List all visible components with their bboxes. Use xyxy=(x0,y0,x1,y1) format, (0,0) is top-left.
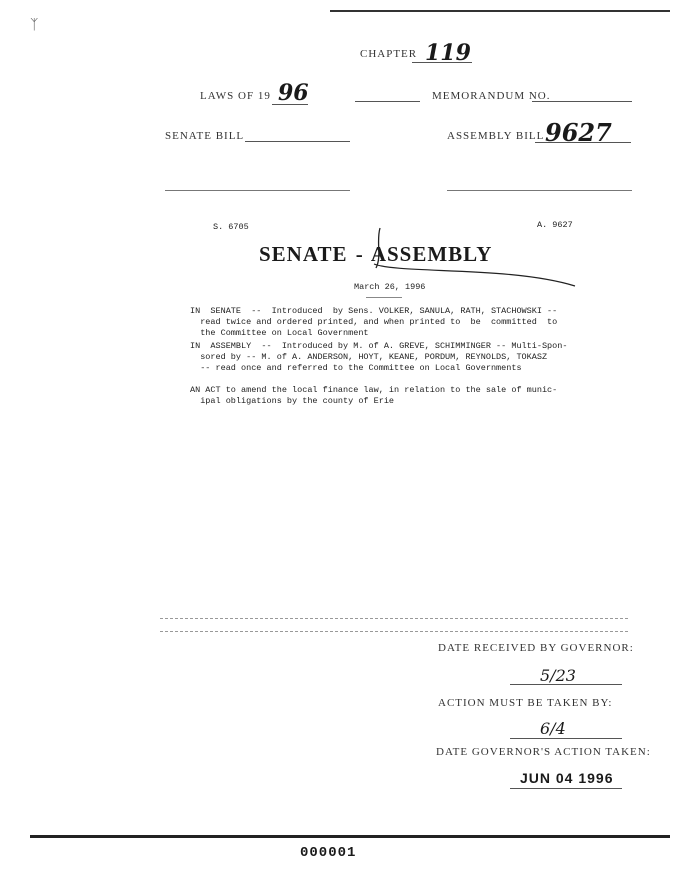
laws-value: 96 xyxy=(278,80,309,106)
bottom-rule xyxy=(30,835,670,838)
chapter-label: CHAPTER xyxy=(360,48,418,60)
chapter-line xyxy=(412,62,472,63)
senate-intro xyxy=(190,306,557,339)
senate-bill-line xyxy=(245,141,350,142)
senate-intro-line-3: the Committee on Local Government xyxy=(190,328,369,338)
memo-line xyxy=(532,101,632,102)
separator-right xyxy=(447,190,632,191)
title-assembly: ASSEMBLY xyxy=(370,242,493,266)
received-line xyxy=(510,684,622,685)
senate-intro-line-1: IN SENATE -- Introduced by Sens. VOLKER, SANULA, RATH, STACHOWSKI -- xyxy=(190,306,558,316)
action-taken-label: DATE GOVERNOR'S ACTION TAKEN: xyxy=(436,746,651,758)
assembly-intro-line-3: -- read once and referred to the Committee on Local Governments xyxy=(190,363,522,373)
date-underline xyxy=(366,297,402,298)
action-taken-line xyxy=(510,788,622,789)
separator-left xyxy=(165,190,350,191)
assembly-intro-line-1: IN ASSEMBLY -- Introduced by M. of A. GREVE, SCHIMMINGER -- Multi-Spon- xyxy=(190,341,568,351)
assembly-bill-value: 9627 xyxy=(545,118,612,147)
assembly-intro xyxy=(190,341,567,374)
act-line-2: ipal obligations by the county of Erie xyxy=(190,396,395,406)
title-separator: - xyxy=(355,242,364,266)
action-by-line xyxy=(510,738,622,739)
senate-bill-label: SENATE BILL xyxy=(165,130,245,142)
senate-number: S. 6705 xyxy=(213,222,249,232)
laws-line xyxy=(272,104,308,105)
received-label: DATE RECEIVED BY GOVERNOR: xyxy=(438,642,634,654)
assembly-intro-line-2: sored by -- M. of A. ANDERSON, HOYT, KEANE, PORDUM, REYNOLDS, TOKASZ xyxy=(190,352,548,362)
title-senate: SENATE xyxy=(259,242,348,266)
top-rule xyxy=(330,10,670,12)
page-number: 000001 xyxy=(300,845,357,861)
action-taken-stamp: JUN 04 1996 xyxy=(520,770,614,786)
action-by-label: ACTION MUST BE TAKEN BY: xyxy=(438,697,613,709)
assembly-bill-label: ASSEMBLY BILL xyxy=(447,130,545,142)
corner-mark: ᛉ xyxy=(30,18,39,33)
bill-date: March 26, 1996 xyxy=(354,282,426,292)
lower-rule-1 xyxy=(160,618,628,619)
act-description xyxy=(190,385,557,407)
action-by-value: 6/4 xyxy=(540,719,566,738)
laws-label: LAWS OF 19 xyxy=(200,90,271,102)
assembly-number: A. 9627 xyxy=(537,220,573,230)
received-value: 5/23 xyxy=(540,666,576,685)
chapter-value: 119 xyxy=(425,40,471,66)
laws-extra-line xyxy=(355,101,420,102)
lower-rule-2 xyxy=(160,631,628,632)
assembly-bill-line xyxy=(535,142,631,143)
act-line-1: AN ACT to amend the local finance law, in relation to the sale of munic- xyxy=(190,385,558,395)
memo-label: MEMORANDUM NO. xyxy=(432,90,551,102)
senate-intro-line-2: read twice and ordered printed, and when printed to be committed to xyxy=(190,317,558,327)
